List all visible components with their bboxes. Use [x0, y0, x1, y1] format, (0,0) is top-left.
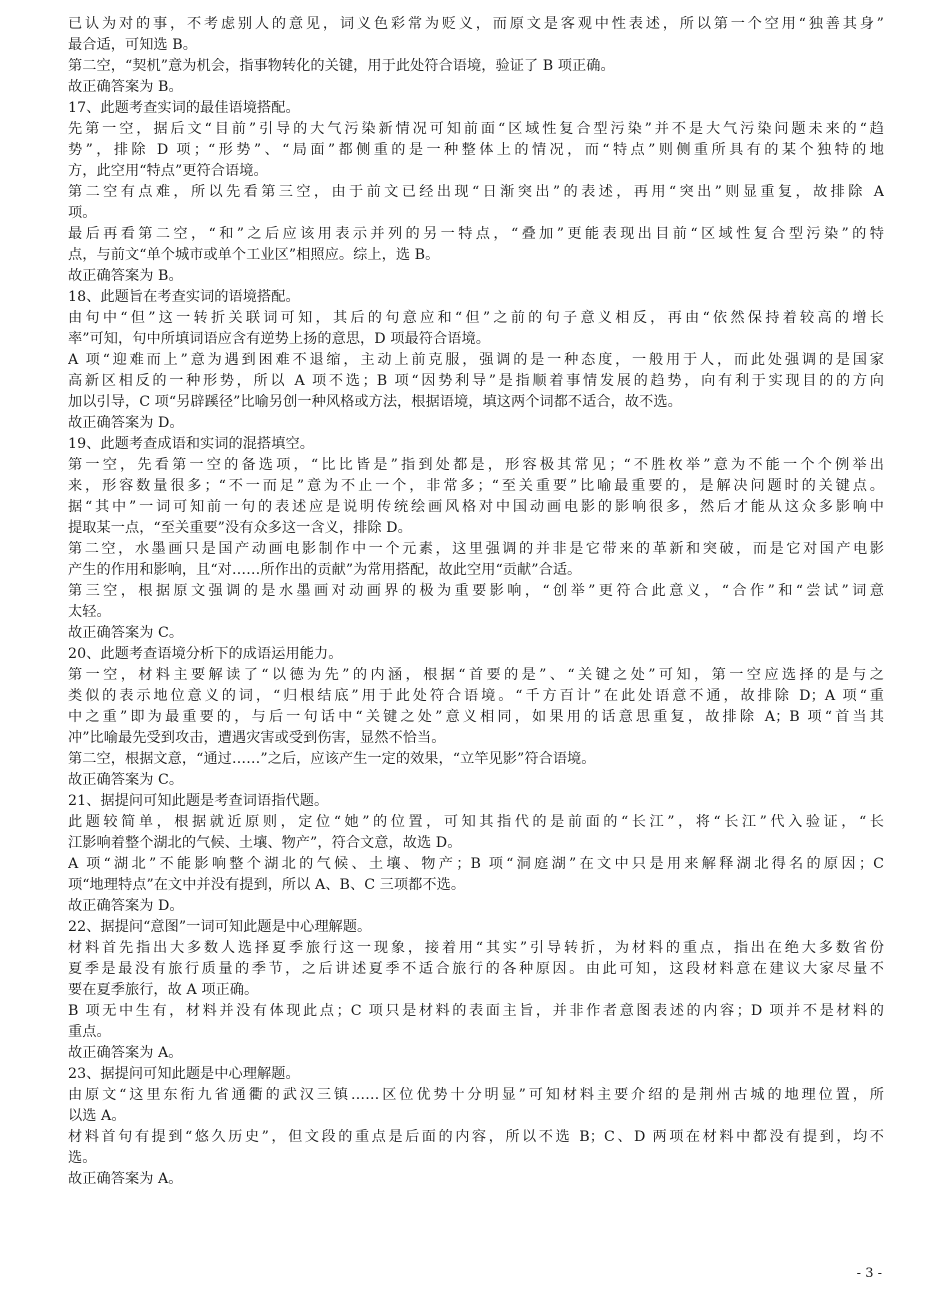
text-line: 第二空，根据文意，“通过……”之后，应该产生一定的效果，“立竿见影”符合语境。: [68, 751, 596, 767]
paragraph: [68, 224, 884, 266]
paragraph: [68, 119, 884, 182]
text-line: 故正确答案为 A。: [68, 1045, 183, 1061]
text-line: 最合适，可知选 B。: [68, 37, 197, 53]
paragraph: [68, 56, 884, 77]
text-line: 第一空，先看第一空的备选项，“比比皆是”指到处都是，形容极其常见；“不胜枚举”意为不能一个个例举出: [68, 457, 884, 473]
text-line: 由句中“但”这一转折关联词可知，其后的句意应和“但”之前的句子意义相反，再由“依然保持着较高的增长: [68, 310, 884, 326]
text-line: 故正确答案为 C。: [68, 772, 184, 788]
text-line: 20、此题考查语境分析下的成语运用能力。: [68, 646, 343, 662]
text-line: 第一空，材料主要解读了“以德为先”的内涵，根据“首要的是”、“关键之处”可知，第一空应选择的是与之: [68, 667, 884, 683]
document-body: [68, 14, 884, 1190]
text-line: 率”可知，句中所填词语应含有逆势上扬的意思，D 项最符合语境。: [68, 331, 490, 347]
paragraph: [68, 434, 884, 455]
paragraph: [68, 350, 884, 413]
text-line: A 项“迎难而上”意为遇到困难不退缩，主动上前克服，强调的是一种态度，一般用于人，而此处强调的是国家: [68, 352, 884, 368]
paragraph: [68, 938, 884, 1001]
text-line: 来，形容数量很多；“不一而足”意为不止一个，非常多；“至关重要”比喻最重要的，是解决问题时的关键点。: [68, 478, 884, 494]
paragraph: [68, 455, 884, 539]
text-line: 势”，排除 D 项；“形势”、“局面”都侧重的是一种整体上的情况，而“特点”则侧重所具有的某个独特的地: [68, 142, 884, 158]
text-line: 故正确答案为 C。: [68, 625, 184, 641]
text-line: 故正确答案为 D。: [68, 415, 184, 431]
paragraph: [68, 14, 884, 56]
text-line: 方，此空用“特点”更符合语境。: [68, 163, 268, 179]
text-line: 夏季是最没有旅行质量的季节，之后讲述夏季不适合旅行的各种原因。由此可知，这段材料意在建议大家尽量不: [68, 961, 884, 977]
text-line: 产生的作用和影响，且“对……所作出的贡献”为常用搭配，故此空用“贡献”合适。: [68, 562, 582, 578]
text-line: 中之重”即为最重要的，与后一句话中“关键之处”意义相同，如果用的话意思重复，故排除 A；B 项“首当其: [68, 709, 884, 725]
paragraph: [68, 308, 884, 350]
text-line: 已认为对的事，不考虑别人的意见，词义色彩常为贬义，而原文是客观中性表述，所以第一个空用“独善其身”: [68, 16, 884, 32]
page-number: - 3 -: [856, 1266, 882, 1281]
text-line: 第二空，水墨画只是国产动画电影制作中一个元素，这里强调的并非是它带来的革新和突破，而是它对国产电影: [68, 541, 884, 557]
text-line: 故正确答案为 B。: [68, 79, 183, 95]
text-line: 项。: [68, 205, 97, 221]
text-line: 选。: [68, 1150, 97, 1166]
text-line: B 项无中生有，材料并没有体现此点；C 项只是材料的表面主旨，并非作者意图表述的内容；D 项并不是材料的: [68, 1003, 884, 1019]
text-line: 类似的表示地位意义的词，“归根结底”用于此处符合语境。“千方百计”在此处语意不通，故排除 D；A 项“重: [68, 688, 884, 704]
text-line: 17、此题考查实词的最佳语境搭配。: [68, 100, 300, 116]
paragraph: [68, 98, 884, 119]
paragraph: [68, 266, 884, 287]
text-line: 故正确答案为 B。: [68, 268, 183, 284]
text-line: 21、据提问可知此题是考查词语指代题。: [68, 793, 329, 809]
paragraph: [68, 644, 884, 665]
text-line: 故正确答案为 A。: [68, 1171, 183, 1187]
text-line: 材料首句有提到“悠久历史”，但文段的重点是后面的内容，所以不选 B；C、D 两项在材料中都没有提到，均不: [68, 1129, 884, 1145]
text-line: 加以引导，C 项“另辟蹊径”比喻另创一种风格或方法，根据语境，填这两个词都不适合，故不选。: [68, 394, 682, 410]
paragraph: [68, 182, 884, 224]
text-line: 项“地理特点”在文中并没有提到，所以 A、B、C 三项都不选。: [68, 877, 466, 893]
paragraph: [68, 749, 884, 770]
paragraph: [68, 1001, 884, 1043]
text-line: 23、据提问可知此题是中心理解题。: [68, 1066, 300, 1082]
paragraph: [68, 812, 884, 854]
paragraph: [68, 665, 884, 749]
paragraph: [68, 770, 884, 791]
paragraph: [68, 896, 884, 917]
paragraph: [68, 1127, 884, 1169]
paragraph: [68, 287, 884, 308]
paragraph: [68, 581, 884, 623]
paragraph: [68, 1043, 884, 1064]
text-line: 以选 A。: [68, 1108, 126, 1124]
paragraph: [68, 854, 884, 896]
text-line: 江影响着整个湖北的气候、土壤、物产”，符合文意，故选 D。: [68, 835, 462, 851]
text-line: 第二空有点难，所以先看第三空，由于前文已经出现“日渐突出”的表述，再用“突出”则显重复，故排除 A: [68, 184, 884, 200]
paragraph: [68, 791, 884, 812]
paragraph: [68, 917, 884, 938]
paragraph: [68, 1169, 884, 1190]
text-line: 先第一空，据后文“目前”引导的大气污染新情况可知前面“区域性复合型污染”并不是大气污染问题未来的“趋: [68, 121, 884, 137]
paragraph: [68, 623, 884, 644]
text-line: 材料首先指出大多数人选择夏季旅行这一现象，接着用“其实”引导转折，为材料的重点，指出在绝大多数省份: [68, 940, 884, 956]
text-line: 冲”比喻最先受到攻击，遭遇灾害或受到伤害，显然不恰当。: [68, 730, 446, 746]
text-line: 第三空，根据原文强调的是水墨画对动画界的极为重要影响，“创举”更符合此意义，“合作”和“尝试”词意: [68, 583, 884, 599]
text-line: 故正确答案为 D。: [68, 898, 184, 914]
text-line: 据“其中”一词可知前一句的表述应是说明传统绘画风格对中国动画电影的影响很多，然后才能从这众多影响中: [68, 499, 884, 515]
text-line: 点，与前文“单个城市或单个工业区”相照应。综上，选 B。: [68, 247, 440, 263]
text-line: A 项“湖北”不能影响整个湖北的气候、土壤、物产；B 项“洞庭湖”在文中只是用来解释湖北得名的原因；C: [68, 856, 884, 872]
text-line: 重点。: [68, 1024, 111, 1040]
paragraph: [68, 539, 884, 581]
text-line: 18、此题旨在考查实词的语境搭配。: [68, 289, 300, 305]
paragraph: [68, 413, 884, 434]
text-line: 要在夏季旅行，故 A 项正确。: [68, 982, 259, 998]
text-line: 太轻。: [68, 604, 111, 620]
paragraph: [68, 77, 884, 98]
text-line: 第二空，“契机”意为机会，指事物转化的关键，用于此处符合语境，验证了 B 项正确。: [68, 58, 615, 74]
text-line: 19、此题考查成语和实词的混搭填空。: [68, 436, 314, 452]
paragraph: [68, 1085, 884, 1127]
text-line: 高新区相反的一种形势，所以 A 项不选；B 项“因势利导”是指顺着事情发展的趋势，向有利于实现目的的方向: [68, 373, 884, 389]
text-line: 由原文“这里东衔九省通衢的武汉三镇……区位优势十分明显”可知材料主要介绍的是荆州古城的地理位置，所: [68, 1087, 884, 1103]
text-line: 提取某一点，“至关重要”没有众多这一含义，排除 D。: [68, 520, 412, 536]
text-line: 22、据提问“意图”一词可知此题是中心理解题。: [68, 919, 372, 935]
text-line: 此题较简单，根据就近原则，定位“她”的位置，可知其指代的是前面的“长江”，将“长江”代入验证，“长: [68, 814, 884, 830]
text-line: 最后再看第二空，“和”之后应该用表示并列的另一特点，“叠加”更能表现出目前“区域性复合型污染”的特: [68, 226, 884, 242]
paragraph: [68, 1064, 884, 1085]
